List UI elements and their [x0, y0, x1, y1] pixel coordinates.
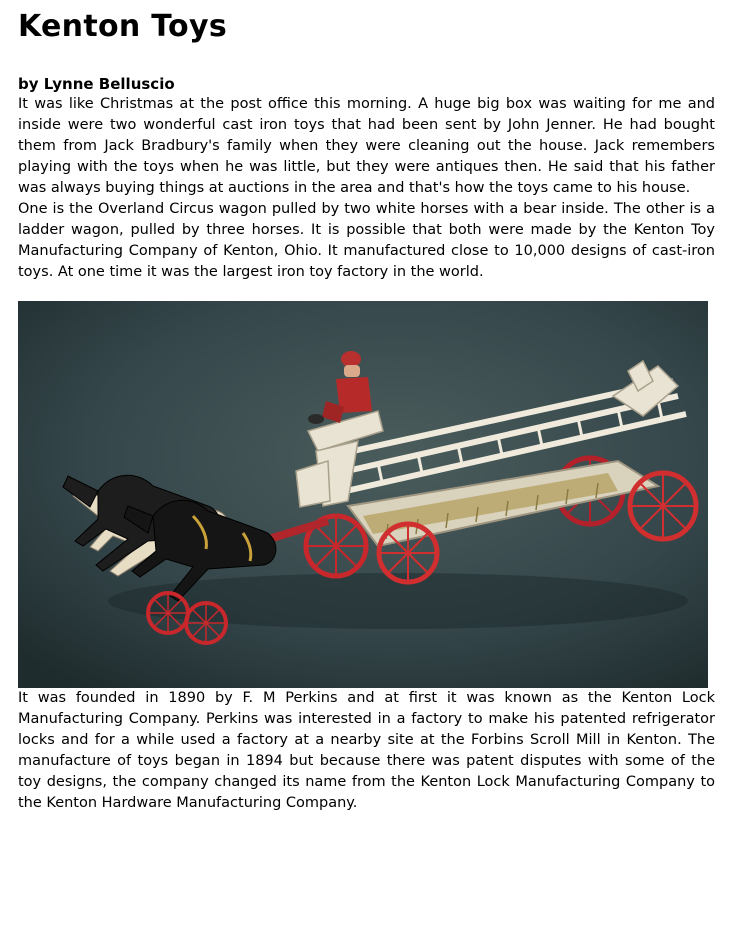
middle-wheel-right: [379, 524, 437, 582]
front-wheel-right: [186, 603, 226, 643]
article: [18, 0, 715, 814]
paragraph-3: It was founded in 1890 by F. M Perkins and at first it was known as the Kenton Lock Manufacturing Company. Perkins was interested in a factory to make his patented refrigerator locks and for a while used a factory at a nearby site at the Forbins Scroll Mill in Kenton. The manufacture of toys began in 1894 but because there was patent disputes with some of the toy designs, the company changed its name from the Kenton Lock Manufacturing Company to the Kenton Hardware Manufacturing Company.: [18, 690, 715, 811]
rear-wheel-front: [630, 473, 696, 539]
front-wheel-left: [148, 593, 188, 633]
paragraph-1: It was like Christmas at the post office this morning. A huge big box was waiting for me and inside were two wonderful cast iron toys that had been sent by John Jenner. He had bought them from Jack Bradbury's family when they were cleaning out the house. Jack remembers playing with the toys when he was little, but they were antiques then. He said that his father was always buying things at auctions in the area and that's how the toys came to his house.: [18, 96, 715, 196]
ladder-wagon-photo: [18, 301, 708, 688]
article-title: Kenton Toys: [18, 9, 227, 44]
paragraph-2: One is the Overland Circus wagon pulled by two white horses with a bear inside. The other is a ladder wagon, pulled by three horses. It is possible that both were made by the Kenton Toy Manufacturing Company of Kenton, Ohio. It manufactured close to 10,000 designs of cast-iron toys. At one time it was the largest iron toy factory in the world.: [18, 201, 715, 280]
article-byline: by Lynne Belluscio: [18, 75, 175, 93]
